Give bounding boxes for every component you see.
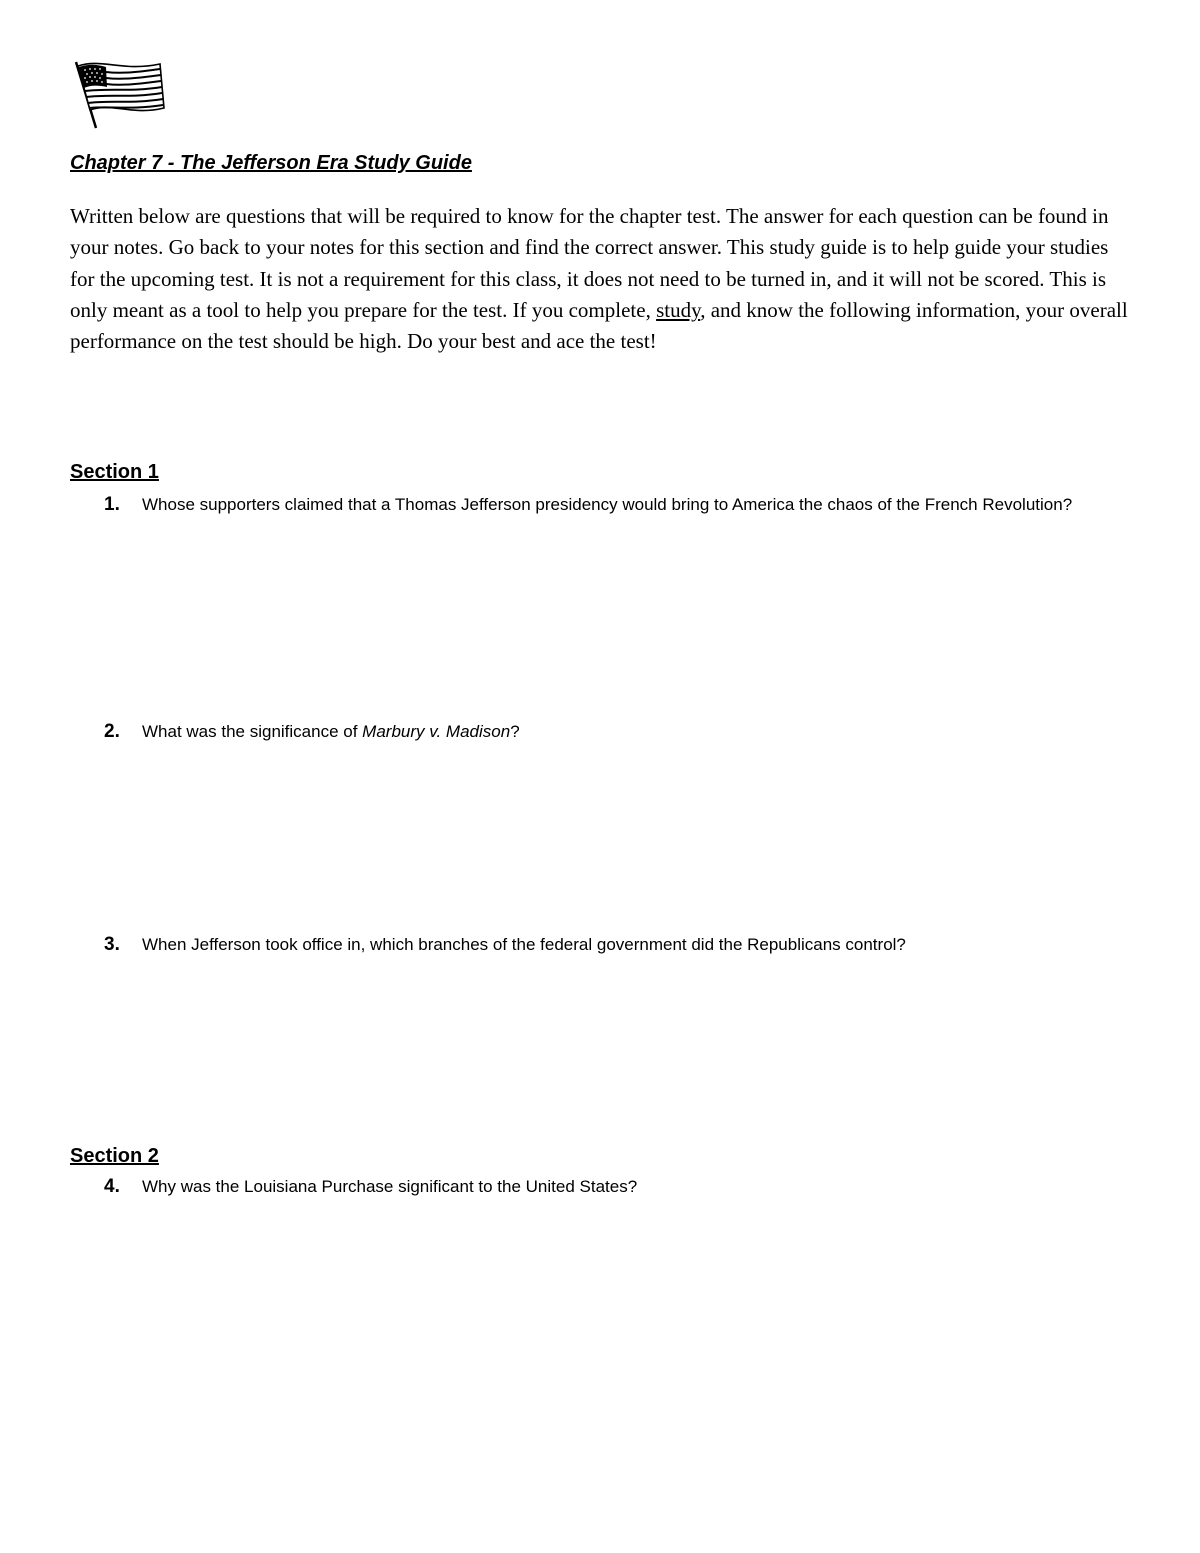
intro-paragraph [70, 201, 1132, 357]
question-1 [104, 491, 1134, 518]
intro-underlined-word: study [656, 297, 701, 322]
section-1-heading: Section 1 [70, 461, 159, 483]
question-number: 4. [104, 1176, 120, 1197]
question-number: 1. [104, 494, 120, 515]
case-name: Marbury v. Madison [362, 722, 511, 741]
question-text: Whose supporters claimed that a Thomas Jefferson presidency would bring to America the chaos of the French Revolution? [142, 495, 1073, 514]
question-4 [104, 1173, 1134, 1200]
section-2-heading: Section 2 [70, 1145, 159, 1167]
question-2 [104, 718, 1134, 745]
question-text-after: ? [510, 722, 520, 741]
intro-text-part2: , and know the following information, your overall performance on the test should be high. Do your best and ace the test! [70, 297, 1128, 354]
question-number: 2. [104, 721, 120, 742]
question-text: When Jefferson took office in, which branches of the federal government did the Republicans control? [142, 935, 906, 954]
american-flag-icon [72, 58, 168, 132]
question-text: Why was the Louisiana Purchase significant to the United States? [142, 1177, 638, 1196]
question-3 [104, 931, 1134, 958]
question-text-before: What was the significance of [142, 722, 363, 741]
question-text [142, 718, 1134, 745]
question-number: 3. [104, 934, 120, 955]
page-title: Chapter 7 - The Jefferson Era Study Guide [70, 152, 472, 174]
intro-text-part1: Written below are questions that will be required to know for the chapter test. The answer for each question can be found in your notes. Go back to your notes for this section and find the correct answer. This study guide is to help guide your studies for the upcoming test. It is not a requirement for this class, it does not need to be turned in, and it will not be scored. This is only meant as a tool to help you prepare for the test. If you complete, [70, 204, 1109, 322]
